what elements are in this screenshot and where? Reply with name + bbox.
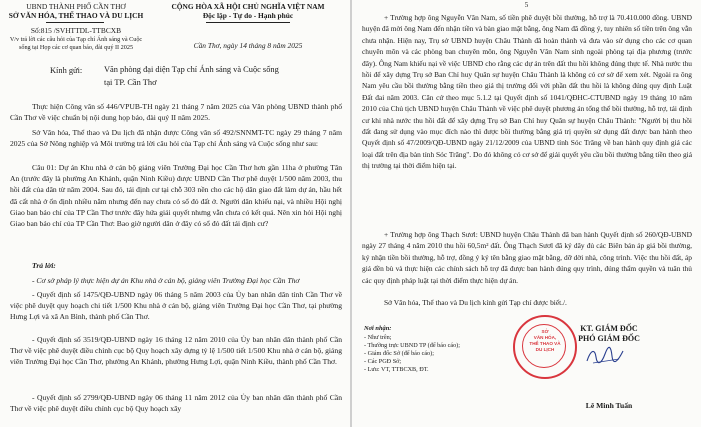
stamp-text: DU LỊCH: [535, 347, 555, 352]
signature-title-2: PHÓ GIÁM ĐỐC: [578, 334, 640, 343]
answer-label: Trả lời:: [32, 261, 56, 270]
recipient: Văn phòng đại diện Tạp chí Ánh sáng và Cuộc sống tại TP. Cần Thơ: [104, 65, 279, 87]
stamp-text: VĂN HÓA,: [533, 335, 557, 340]
handwritten-signature: [585, 345, 625, 367]
paragraph: - Quyết định số 3519/QĐ-UBND ngày 16 tháng 12 năm 2010 của Ủy ban nhân dân thành phố Cần Thơ về việc phê duyệt điều chỉnh cục bộ Quy hoạch xây dựng tỷ lệ 1/500 tiết 1/500 Khu nhà ở cán bộ, giảng viên Trường Đại học Cần Thơ, phường An Khánh, phường Hưng Lợi, quận Ninh Kiều, thành phố Cần Thơ.: [10, 335, 342, 367]
paragraph: Thực hiện Công văn số 446/VPUB-TH ngày 21 tháng 7 năm 2025 của Văn phòng UBND thành phố Cần Thơ về việc chuẩn bị nội dung họp báo, đài quý II năm 2025.: [10, 102, 342, 123]
stamp-text: THỂ THAO VÀ: [529, 341, 561, 346]
closing-line: Sở Văn hóa, Thể thao và Du lịch kính gửi Tạp chí được biết./.: [384, 298, 567, 307]
paragraph: - Quyết định số 1475/QĐ-UBND ngày 06 tháng 5 năm 2003 của Ủy ban nhân dân tỉnh Cần Thơ về việc phê duyệt quy hoạch chi tiết 1/500 Khu nhà ở cán bộ, giảng viên Trường Đại học Cần Thơ, tại phường Hưng Lợi và xã An Bình, thành phố Cần Thơ.: [10, 290, 342, 322]
signature-title-1: KT. GIÁM ĐỐC: [580, 324, 638, 333]
official-stamp: [513, 315, 577, 379]
org-line-1: UBND THÀNH PHỐ CẦN THƠ: [26, 2, 126, 11]
nation-line-2: Độc lập - Tự do - Hạnh phúc: [202, 11, 294, 20]
recipient-item: - Như trên;: [364, 334, 392, 341]
paragraph: Sở Văn hóa, Thể thao và Du lịch đã nhận được Công văn số 492/SNNMT-TC ngày 29 tháng 7 năm 2025 của Sở Nông nghiệp và Môi trường trả lời câu hỏi của Tạp chí Ánh sáng và Cuộc sống như sau:: [10, 128, 342, 149]
recipient-item: - Thường trực UBND TP (để báo cáo);: [364, 342, 460, 349]
paragraph: - Quyết định số 2799/QĐ-UBND ngày 06 tháng 11 năm 2012 của Ủy ban nhân dân thành phố Cần Thơ về việc phê duyệt điều chỉnh cục bộ Quy hoạch xây: [10, 393, 342, 414]
doc-subject: V/v trả lời các câu hỏi của Tạp chí Ánh sáng và Cuộc sống tại Họp các cơ quan báo, đài quý II 2025: [9, 36, 143, 51]
paragraph: + Trường hợp ông Thạch Sươl: UBND huyện Châu Thành đã ban hành Quyết định số 260/QĐ-UBND ngày 27 tháng 4 năm 2010 thu hồi 60,5m² đất. Ông Thạch Sươl đã ký dây đủ các Biên bản áp giá bồi thường, ký nhận tiền bồi thường, hỗ trợ, đồng ý ký tên bằng giao mặt bằng, dỡ dời nhà, công trình. Việc thu hồi đất, áp giá đền bù và thực hiện các chính sách hỗ trợ đã được ban hành đúng quy trình, đúng thẩm quyền và tuân thủ các quy định pháp luật tại thời điểm thực hiện dự án.: [362, 230, 692, 285]
page-number: 5: [524, 1, 529, 9]
document-date: Cần Thơ, ngày 14 tháng 8 năm 2025: [193, 41, 303, 50]
recipient-label: Kính gửi:: [50, 66, 83, 75]
recipients-label: Nơi nhận:: [364, 325, 392, 332]
org-line-2: SỞ VĂN HÓA, THỂ THAO VÀ DU LỊCH: [8, 11, 144, 20]
recipient-item: - Lưu: VT, TTBCXB, ĐT.: [364, 366, 429, 373]
header-underline-right: [206, 22, 290, 23]
question-paragraph: Câu 01: Dự án Khu nhà ở cán bộ giảng viên Trường Đại học Cần Thơ hơn gần 11ha ở phường Tân An (trước đây là phường An Khánh, quận Ninh Kiều) được UBND Cần Thơ phê duyệt 1/500 năm 2003, thu hồi đất của dân từ năm 2004. Sau đó, tái định cư tại chỗ 303 nền cho các hộ dân giao đất làm dự án, hầu hết đã cất nhà ở ổn định nhiều năm nhưng đến nay chưa có sổ đỏ đất ở. Người dân khiếu nại, và nhiều Hội nghị Giao ban báo chí của TP Cần Thơ trước đây hứa giải quyết nhưng vẫn chưa có kết quả. Nên xin hỏi Hội nghị Giao ban báo chí của TP Cần Thơ: Bao giờ người dân ở đây có sổ đỏ đất tái định cư?: [10, 163, 342, 229]
recipient-item: - Giám đốc Sở (để báo cáo);: [364, 350, 434, 357]
stamp-text: SỞ: [541, 329, 549, 334]
doc-number: Số:815 /SVHTTDL-TTBCXB: [30, 26, 122, 35]
nation-line-1: CỘNG HÒA XÃ HỘI CHỦ NGHĨA VIỆT NAM: [171, 2, 325, 11]
header-underline-left: [46, 22, 104, 23]
signer-name: Lê Minh Tuấn: [585, 401, 633, 410]
paragraph: - Cơ sở pháp lý thực hiện dự án Khu nhà ở cán bộ, giảng viên Trường Đại học Cần Thơ: [32, 276, 300, 285]
paragraph: + Trường hợp ông Nguyễn Văn Nam, số tiền phê duyệt bồi thường, hỗ trợ là 70.410.000 đồng. UBND huyện đã mời ông Nam đến nhận tiền và bàn giao mặt bằng, ông Nam đã đồng ý, tuy nhiên số tiền trên ông vẫn chưa nhận. Hiện nay, Trụ sở UBND huyện Châu Thành đã hoàn thành và đưa vào sử dụng cho các cơ quan chuyên môn và các phòng ban chuyên môn, ông Nguyễn Văn Nam sinh ngoài phòng tại địa phương (trước đây). Ông Nam khiếu nại về việc UBND cho rằng các dự án trên đất thu hồi không đúng thực tế. Nhà nước thu hồi để xây dựng Trụ sở Ban Chỉ huy Quân sự huyện Châu Thành là không có cơ sở để xem xét. Ngoài ra ông Nam yêu cầu bồi thường bằng tiền theo giá thị trường đối với phần đất thu hồi là không đúng quy định Luật Đất đai năm 2003. Căn cứ theo mục 5.1.2 tại Quyết định số 1041/QĐHC-CTUBND ngày 19 tháng 10 năm 2010 của Chủ tịch UBND huyện Châu Thành về việc phê duyệt phương án tổng thể bồi thường, hỗ trợ, tái định cư khi nhà nước thu hồi đất để xây dựng Trụ sở Ban Chỉ huy Quân sự huyện Châu Thành: "Người bị thu hồi đất đang sử dụng vào mục đích nào thì được bồi thường bằng giá trị quyền sử dụng đất được ban hành theo Quyết định số 47/2009/QĐ-UBND ngày 21/12/2009 của UBND tỉnh Sóc Trăng về ban hành quy định giá các loại đất trên địa bàn tỉnh Sóc Trăng". Do đó không có cơ sở để giải quyết yêu cầu bồi thường bằng tiền theo giá thị trường tại thời điểm hiện tại.: [362, 13, 692, 171]
document-page-1: [0, 0, 350, 427]
recipient-item: - Các PGĐ Sở;: [364, 358, 402, 365]
